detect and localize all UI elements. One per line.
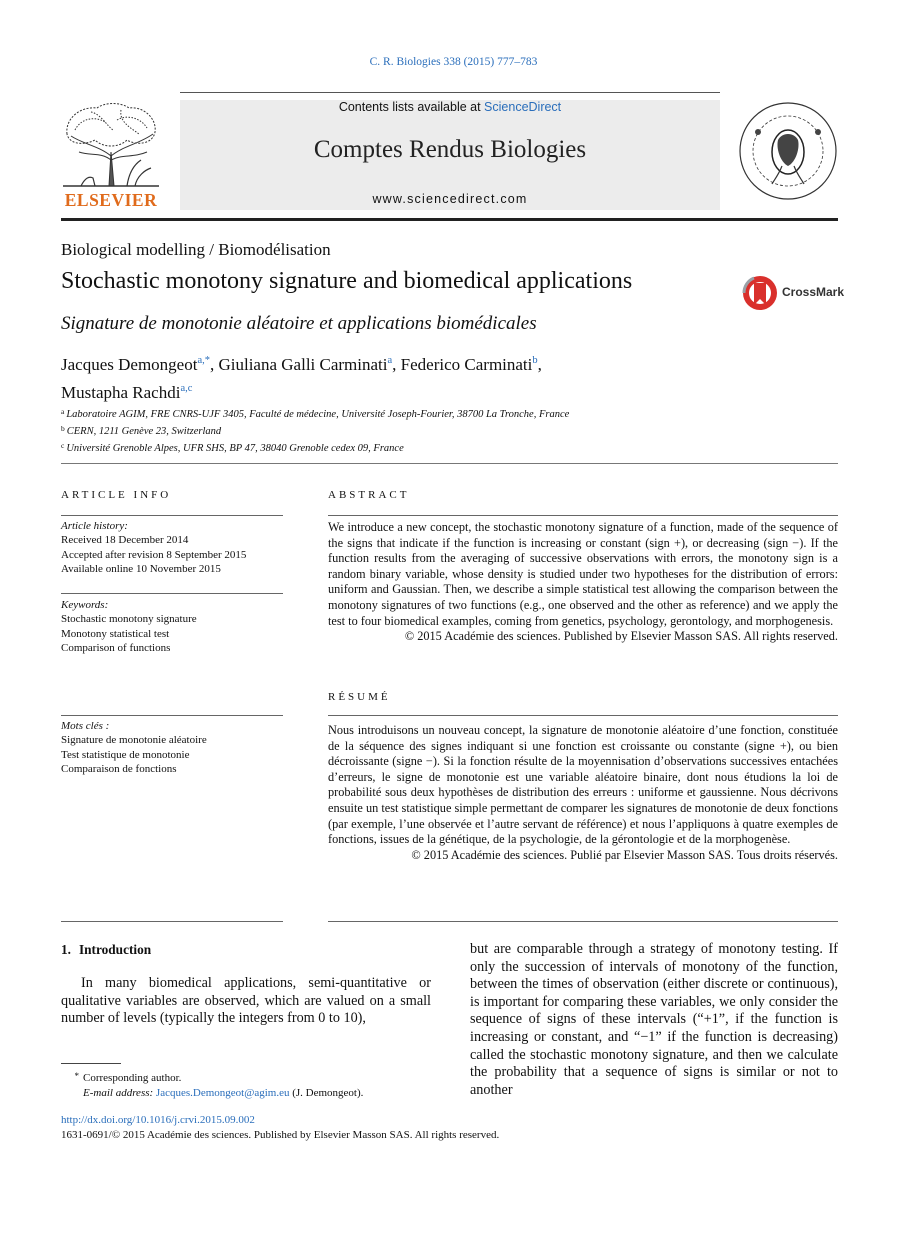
section-heading-introduction [61, 942, 151, 958]
affiliation-sup: c [61, 441, 65, 450]
history-label: Article history: [61, 520, 128, 532]
article-section: Biological modelling / Biomodélisation [61, 240, 331, 259]
email-link[interactable]: Jacques.Demongeot@agim.eu [155, 1086, 290, 1099]
keyword: Stochastic monotony signature [61, 613, 197, 626]
affiliation-sup: a [61, 407, 65, 416]
resume-copyright: © 2015 Académie des sciences. Publié par Elsevier Masson SAS. Tous droits réservés. [411, 847, 838, 862]
resume-heading: RÉSUMÉ [328, 691, 391, 703]
left-column-end-rule [61, 921, 283, 922]
author-separator: , [392, 355, 401, 374]
academie-seal-logo [738, 92, 838, 210]
motscles-block [61, 719, 283, 776]
journal-url[interactable]: www.sciencedirect.com [372, 192, 528, 206]
resume-text: Nous introduisons un nouveau concept, la signature de monotonie aléatoire d’une fonction, constituée de la séquence des signes indiquant si une fonction est croissante ou constante (signe +), ou bien décroissante (signe −). Si la fonction résulte de la moyennisation d’observations successives entachées d’erreurs, le signe de monotonie est une variable aléatoire binaire, dont nous étudions la loi de probabilité sous deux hypothèses de distribution des erreurs : uniforme et gaussienne. Nous décrivons ensuite un test statistique simple permettant de comparer les signatures de monotonie de deux fonctions (par exemple, l’une observée et l’autre servant de référence) et nous l’appliquons à quatre exemples de fonctions, issues de la génétique, de la psychologie, de la gérontologie et de la morphogenèse. [328, 723, 838, 847]
section-number: 1. [61, 942, 71, 957]
journal-reference[interactable]: C. R. Biologies 338 (2015) 777–783 [369, 56, 538, 68]
elsevier-wordmark: ELSEVIER [64, 190, 158, 210]
affiliation-list [61, 405, 569, 456]
header-top-rule [180, 92, 720, 93]
abstract-block [328, 520, 838, 645]
affiliation-sup: b [61, 424, 65, 433]
footnotes [61, 1069, 363, 1100]
history-accepted: Accepted after revision 8 September 2015 [61, 548, 247, 561]
article-info-rule [61, 515, 283, 516]
affiliation-item [61, 422, 569, 439]
corresponding-author-label: Corresponding author. [83, 1072, 182, 1084]
article-subtitle: Signature de monotonie aléatoire et applications biomédicales [61, 313, 537, 334]
motcle: Signature de monotonie aléatoire [61, 734, 207, 747]
author-separator: , [537, 355, 542, 374]
body-paragraph-right: but are comparable through a strategy of monotony testing. If only the succession of intervals of monotony of the function, between the times of observation (either discrete or continuous), is important for comparing these variables, we only consider the sequence of signs of these intervals (“+1”, if the function is increasing or constant, and “−1” if the function is decreasing) called the stochastic monotony signature, and then we calculate the probability that a sequence of signs is similar or not to another [470, 941, 838, 1098]
abstract-copyright: © 2015 Académie des sciences. Published by Elsevier Masson SAS. All rights reserved. [404, 629, 838, 644]
motcle: Comparaison de fonctions [61, 762, 177, 775]
abstract-end-rule [328, 921, 838, 922]
author-name[interactable]: Giuliana Galli Carminati [218, 355, 388, 374]
history-received: Received 18 December 2014 [61, 534, 189, 547]
affiliation-item [61, 405, 569, 422]
journal-name: Comptes Rendus Biologies [313, 136, 587, 163]
author-list [61, 349, 761, 405]
article-info-heading: ARTICLE INFO [61, 489, 172, 501]
motcle: Test statistique de monotonie [61, 748, 190, 761]
elsevier-tree-logo [61, 100, 161, 188]
keywords-rule [61, 593, 283, 594]
doi-link[interactable]: http://dx.doi.org/10.1016/j.crvi.2015.09.002 [61, 1114, 255, 1126]
abstract-text: We introduce a new concept, the stochastic monotony signature of a function, made of the sequence of the signs that indicate if the function is increasing or constant (sign +), or decreasing (sign −). If the function results from the averaging of successive observations with errors, the monotony sign is a random binary variable, whose density is studied under two hypotheses for the distribution of errors: uniform and Gaussian. Then, we describe a simple statistical test allowing the comparison between the monotony signatures of two functions (e.g., one observed and the other as reference) and we apply the test to four biomedical examples, coming from genetics, psychology, gerontology, and morphogenesis. [328, 520, 838, 628]
abstract-rule [328, 515, 838, 516]
header-bottom-rule [61, 218, 838, 221]
footnote-star: * [74, 1071, 79, 1081]
resume-rule [328, 715, 838, 716]
affiliation-item [61, 439, 569, 456]
crossmark-icon [742, 275, 778, 311]
author-affil-sup[interactable]: a [387, 355, 393, 366]
affiliation-text: Université Grenoble Alpes, UFR SHS, BP 47, 38040 Grenoble cedex 09, France [66, 443, 404, 454]
motscles-label: Mots clés : [61, 720, 110, 732]
resume-block [328, 723, 838, 863]
section-title: Introduction [78, 942, 152, 957]
author-separator: , [209, 355, 219, 374]
keywords-block [61, 598, 283, 655]
crossmark-button[interactable] [742, 275, 845, 311]
author-name[interactable]: Jacques Demongeot [61, 355, 198, 374]
affiliation-rule [61, 463, 838, 464]
contents-line [180, 100, 720, 114]
issn-copyright-line: 1631-0691/© 2015 Académie des sciences. Published by Elsevier Masson SAS. All rights reserved. [61, 1129, 500, 1141]
keywords-label: Keywords: [61, 599, 109, 611]
author-affil-sup[interactable]: a,* [197, 355, 210, 366]
email-note [83, 1086, 363, 1101]
affiliation-text: CERN, 1211 Genève 23, Switzerland [66, 426, 222, 437]
affiliation-text: Laboratoire AGIM, FRE CNRS-UJF 3405, Faculté de médecine, Université Joseph-Fourier, 38700 La Tronche, France [66, 409, 570, 420]
contents-prefix: Contents lists available at [338, 100, 485, 114]
corresponding-author-note [61, 1069, 363, 1086]
keyword: Monotony statistical test [61, 627, 170, 640]
sciencedirect-link[interactable]: ScienceDirect [484, 100, 562, 114]
history-online: Available online 10 November 2015 [61, 562, 221, 575]
article-title: Stochastic monotony signature and biomedical applications [61, 268, 633, 294]
author-affil-sup[interactable]: b [532, 355, 538, 366]
email-suffix: (J. Demongeot). [289, 1086, 364, 1099]
footnote-rule [61, 1063, 121, 1064]
motscles-rule [61, 715, 283, 716]
author-affil-sup[interactable]: a,c [180, 383, 193, 394]
keyword: Comparison of functions [61, 641, 171, 654]
author-name[interactable]: Federico Carminati [400, 355, 533, 374]
article-history [61, 519, 283, 576]
email-label: E-mail address: [83, 1086, 154, 1099]
abstract-heading: ABSTRACT [328, 489, 410, 501]
body-paragraph-left: In many biomedical applications, semi-quantitative or qualitative variables are observed, which are valued on a small number of levels (typically the integers from 0 to 10), [61, 975, 431, 1027]
author-name[interactable]: Mustapha Rachdi [61, 383, 181, 402]
crossmark-label: CrossMark [782, 285, 845, 299]
